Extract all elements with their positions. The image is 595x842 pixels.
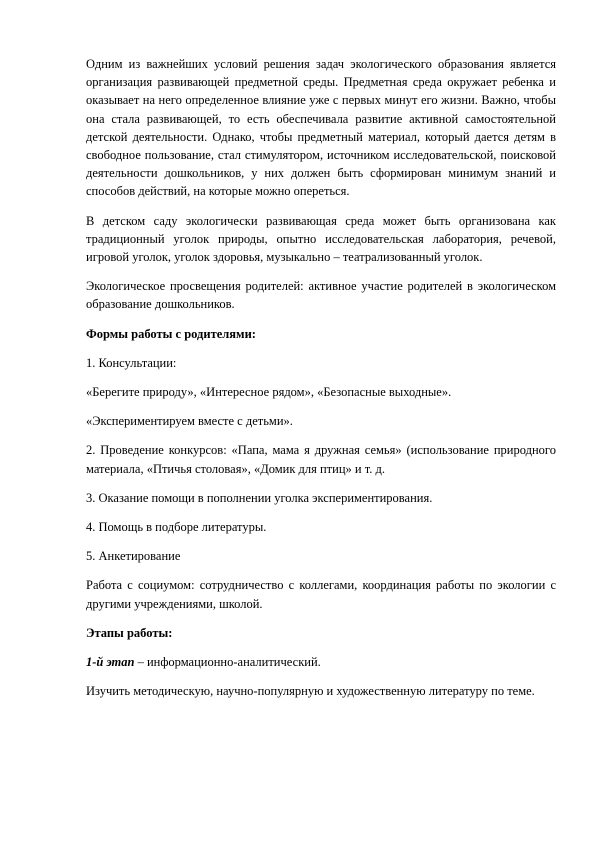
stage-1 xyxy=(86,653,556,671)
paragraph-parents-education: Экологическое просвещения родителей: активное участие родителей в экологическом образование дошкольников. xyxy=(86,279,556,312)
list-item-literature: 4. Помощь в подборе литературы. xyxy=(86,520,267,535)
paragraph-kindergarten: В детском саду экологически развивающая среда может быть организована как традиционный уголок природы, опытно исследовательская лаборатория, речевой, игровой уголок, уголок здоровья, музыкально – театрализованный уголок. xyxy=(86,213,556,265)
heading-stages: Этапы работы: xyxy=(86,625,173,640)
list-item-contests: 2. Проведение конкурсов: «Папа, мама я дружная семья» (использование природного материала, «Птичья столовая», «Домик для птиц» и т. д. xyxy=(86,443,556,476)
list-item-help: 3. Оказание помощи в пополнении уголка экспериментирования. xyxy=(86,490,433,505)
paragraph-socium: Работа с социумом: сотрудничество с коллегами, координация работы по экологии с другими учреждениями, школой. xyxy=(86,578,556,611)
document-body xyxy=(86,55,556,711)
paragraph-study-literature: Изучить методическую, научно-популярную и художественную литературу по теме. xyxy=(86,684,535,699)
consultation-topics: «Берегите природу», «Интересное рядом», «Безопасные выходные». xyxy=(86,385,452,400)
stage-1-text: – информационно-аналитический. xyxy=(134,655,321,670)
list-item-survey: 5. Анкетирование xyxy=(86,549,181,564)
consultation-topics-2: «Экспериментируем вместе с детьми». xyxy=(86,414,293,429)
paragraph-environment: Одним из важнейших условий решения задач экологического образования является организация развивающей предметной среды. Предметная среда окружает ребенка и оказывает на него определенное влияние уже с первых минут его жизни. Важно, чтобы она стала развивающей, то есть обеспечивала развитие активной самостоятельной детской деятельности. Однако, чтобы предметный материал, который дается детям в свободное пользование, стал стимулятором, источником исследовательской, поисковой деятельности дошкольников, у них должен быть сформирован минимум знаний и способов действий, на которые можно опереться. xyxy=(86,57,556,199)
stage-1-label: 1-й этап xyxy=(86,655,135,670)
heading-forms-of-work: Формы работы с родителями: xyxy=(86,326,256,341)
list-item-consultations: 1. Консультации: xyxy=(86,355,177,370)
